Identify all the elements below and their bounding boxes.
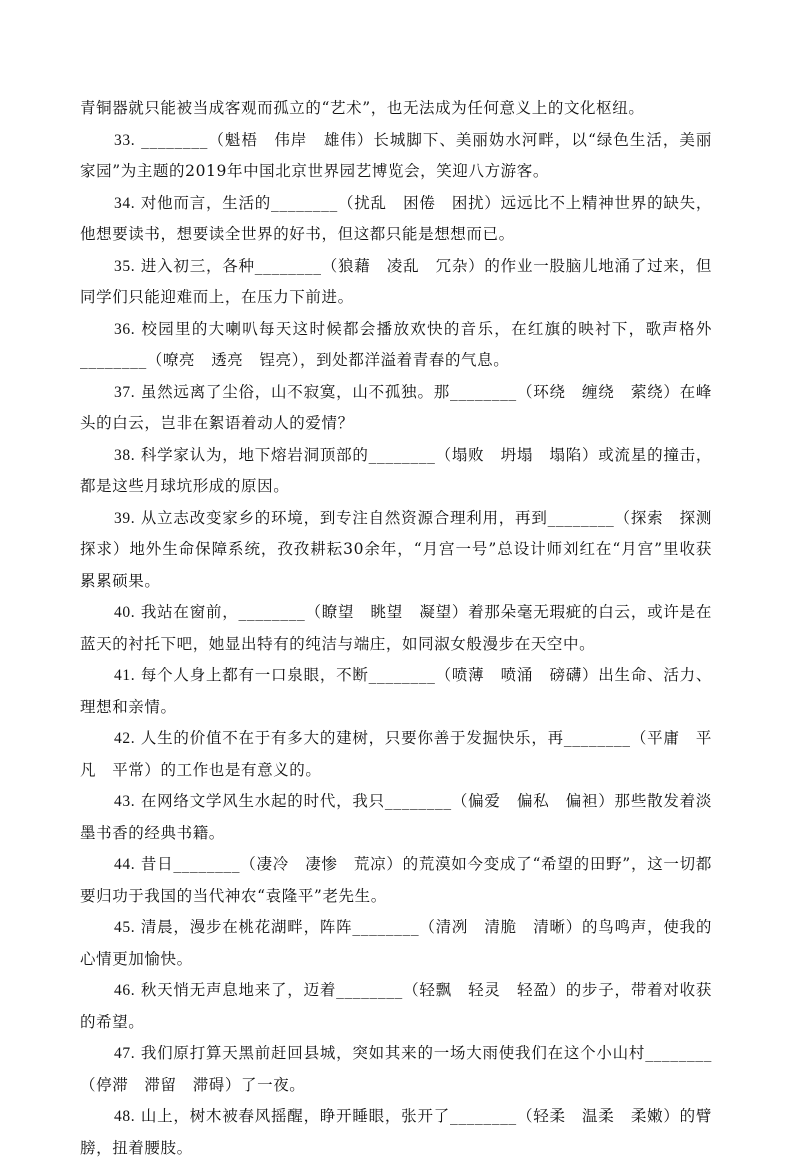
question-number: 36. [114, 321, 135, 338]
question-number: 37. [114, 384, 135, 401]
question-item [80, 314, 712, 377]
question-item [80, 251, 712, 314]
question-item [80, 1038, 712, 1101]
question-item [80, 597, 712, 660]
question-item [80, 786, 712, 849]
question-item [80, 188, 712, 251]
question-text: 山上，树木被春风摇醒，睁开睡眼，张开了________（轻柔 温柔 柔嫩）的臂膀，扭着腰肢。 [80, 1107, 712, 1157]
question-text: 昔日________（凄冷 凄惨 荒凉）的荒漠如今变成了“希望的田野”，这一切都要归功于我国的当代神农“袁隆平”老先生。 [80, 855, 712, 905]
question-number: 44. [114, 856, 135, 873]
question-text: 人生的价值不在于有多大的建树，只要你善于发掘快乐，再________（平庸 平凡 平常）的工作也是有意义的。 [80, 729, 712, 779]
question-number: 48. [114, 1108, 135, 1125]
question-text: 校园里的大喇叭每天这时候都会播放欢快的音乐，在红旗的映衬下，歌声格外________（嘹亮 透亮 锃亮），到处都洋溢着青春的气息。 [80, 320, 712, 370]
question-number: 47. [114, 1045, 135, 1062]
question-text: 每个人身上都有一口泉眼，不断________（喷薄 喷涌 磅礴）出生命、活力、理想和亲情。 [80, 666, 712, 716]
document-page [80, 93, 712, 1164]
question-text: 我们原打算天黑前赶回县城，突如其来的一场大雨使我们在这个小山村________（停滞 滞留 滞碍）了一夜。 [80, 1044, 712, 1094]
question-text: 对他而言，生活的________（扰乱 困倦 困扰）远远比不上精神世界的缺失，他想要读书，想要读全世界的好书，但这都只能是想想而已。 [80, 194, 712, 244]
question-item [80, 849, 712, 912]
question-text: 清晨，漫步在桃花湖畔，阵阵________（清冽 清脆 清晰）的鸟鸣声，使我的心情更加愉快。 [80, 918, 712, 968]
question-number: 43. [114, 793, 135, 810]
question-number: 35. [114, 258, 135, 275]
question-item [80, 660, 712, 723]
question-text: 进入初三，各种________（狼藉 凌乱 冗杂）的作业一股脑儿地涌了过来，但同学们只能迎难而上，在压力下前进。 [80, 257, 712, 307]
question-item [80, 440, 712, 503]
question-number: 42. [114, 730, 135, 747]
lead-paragraph: 青铜器就只能被当成客观而孤立的“艺术”，也无法成为任何意义上的文化枢纽。 [80, 93, 712, 125]
question-number: 39. [114, 510, 135, 527]
question-text: 虽然远离了尘俗，山不寂寞，山不孤独。那________（环绕 缠绕 萦绕）在峰头的白云，岂非在絮语着动人的爱情？ [80, 383, 712, 433]
question-item [80, 912, 712, 975]
question-text: 从立志改变家乡的环境，到专注自然资源合理利用，再到________（探索 探测 探求）地外生命保障系统，孜孜耕耘30余年，“月宫一号”总设计师刘红在“月宫”里收获累累硕果。 [80, 509, 728, 590]
question-text: 在网络文学风生水起的时代，我只________（偏爱 偏私 偏袒）那些散发着淡墨书香的经典书籍。 [80, 792, 712, 842]
question-number: 46. [114, 982, 135, 999]
question-text: 秋天悄无声息地来了，迈着________（轻飘 轻灵 轻盈）的步子，带着对收获的希望。 [80, 981, 712, 1031]
question-number: 33. [114, 132, 135, 149]
question-number: 34. [114, 195, 135, 212]
question-number: 38. [114, 447, 135, 464]
question-number: 41. [114, 667, 135, 684]
question-item [80, 377, 712, 440]
question-text: 我站在窗前，________（瞭望 眺望 凝望）着那朵毫无瑕疵的白云，或许是在蓝天的衬托下吧，她显出特有的纯洁与端庄，如同淑女般漫步在天空中。 [80, 603, 712, 653]
question-item [80, 125, 712, 188]
question-text: 科学家认为，地下熔岩洞顶部的________（塌败 坍塌 塌陷）或流星的撞击，都是这些月球坑形成的原因。 [80, 446, 712, 496]
question-number: 45. [114, 919, 135, 936]
question-item [80, 975, 712, 1038]
question-item [80, 723, 712, 786]
question-list [80, 125, 712, 1164]
question-number: 40. [114, 604, 135, 621]
question-text: ________（魁梧 伟岸 雄伟）长城脚下、美丽妫水河畔，以“绿色生活，美丽家园”为主题的2019年中国北京世界园艺博览会，笑迎八方游客。 [80, 131, 712, 181]
question-item [80, 503, 712, 598]
question-item [80, 1101, 712, 1164]
